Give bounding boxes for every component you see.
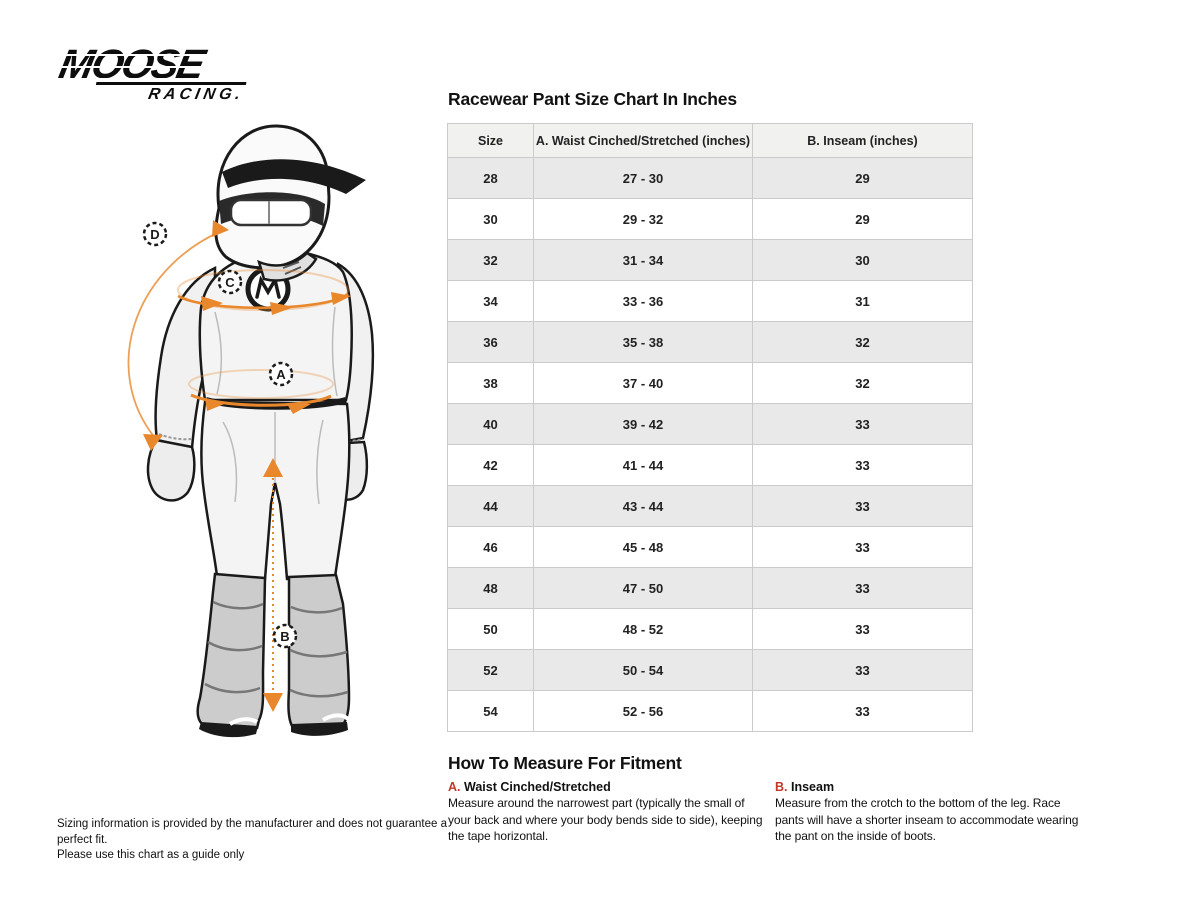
header-inseam: B. Inseam (inches) [753, 124, 973, 158]
howto-inseam-name: Inseam [790, 780, 835, 794]
table-cell: 33 [753, 445, 973, 486]
table-cell: 36 [448, 322, 534, 363]
table-row [448, 486, 973, 527]
table-cell: 29 [753, 158, 973, 199]
table-cell: 42 [448, 445, 534, 486]
right-boot-sole [291, 722, 348, 736]
marker-d-letter: D [150, 227, 160, 242]
table-cell: 32 [448, 240, 534, 281]
table-row [448, 691, 973, 732]
moose-racing-logo [52, 41, 254, 104]
inseam-arrowhead-bottom [263, 693, 283, 712]
table-cell: 32 [753, 322, 973, 363]
rider-left-glove [148, 440, 194, 500]
howto-inseam-letter: B. [775, 780, 788, 794]
table-cell: 41 - 44 [534, 445, 753, 486]
table-cell: 33 [753, 568, 973, 609]
table-row [448, 609, 973, 650]
table-cell: 33 [753, 691, 973, 732]
table-cell: 52 [448, 650, 534, 691]
table-cell: 54 [448, 691, 534, 732]
table-cell: 32 [753, 363, 973, 404]
helmet-goggle-lens [231, 200, 311, 225]
size-table [447, 123, 973, 732]
table-cell: 33 [753, 650, 973, 691]
table-cell: 29 [753, 199, 973, 240]
rider-left-boot [198, 574, 265, 732]
size-table-body [448, 158, 973, 732]
table-cell: 33 [753, 486, 973, 527]
logo-sub-text: RACING. [92, 82, 246, 104]
table-cell: 48 [448, 568, 534, 609]
how-to-measure-title: How To Measure For Fitment [448, 753, 682, 773]
table-row [448, 445, 973, 486]
table-row [448, 240, 973, 281]
table-cell: 33 [753, 609, 973, 650]
table-cell: 37 - 40 [534, 363, 753, 404]
howto-inseam-heading [775, 780, 1091, 794]
table-cell: 52 - 56 [534, 691, 753, 732]
table-cell: 50 [448, 609, 534, 650]
table-row [448, 322, 973, 363]
table-cell: 34 [448, 281, 534, 322]
disclaimer-line-2: Please use this chart as a guide only [57, 849, 245, 862]
sizing-disclaimer [57, 817, 457, 864]
marker-a-letter: A [276, 367, 286, 382]
table-row [448, 199, 973, 240]
table-row [448, 281, 973, 322]
howto-inseam-description: Measure from the crotch to the bottom of the leg. Race pants will have a shorter inseam to accommodate wearing the pant on the inside of boots. [775, 796, 1079, 844]
table-cell: 39 - 42 [534, 404, 753, 445]
marker-a [270, 363, 292, 385]
table-row [448, 404, 973, 445]
table-cell: 43 - 44 [534, 486, 753, 527]
howto-section-waist [448, 780, 766, 845]
header-waist: A. Waist Cinched/Stretched (inches) [534, 124, 753, 158]
table-cell: 38 [448, 363, 534, 404]
marker-b-letter: B [280, 629, 290, 644]
howto-waist-letter: A. [448, 780, 461, 794]
howto-section-inseam [775, 780, 1091, 845]
table-row [448, 527, 973, 568]
table-row [448, 363, 973, 404]
table-cell: 30 [753, 240, 973, 281]
table-row [448, 650, 973, 691]
howto-waist-heading [448, 780, 766, 794]
table-row [448, 158, 973, 199]
table-cell: 29 - 32 [534, 199, 753, 240]
marker-c-letter: C [225, 275, 235, 290]
logo-brand-text: MOOSE [56, 44, 254, 85]
header-size: Size [448, 124, 534, 158]
table-cell: 47 - 50 [534, 568, 753, 609]
table-cell: 33 [753, 527, 973, 568]
table-cell: 40 [448, 404, 534, 445]
table-row [448, 568, 973, 609]
table-cell: 31 [753, 281, 973, 322]
disclaimer-line-1: Sizing information is provided by the manufacturer and does not guarantee a perfect fit. [57, 818, 447, 846]
table-cell: 31 - 34 [534, 240, 753, 281]
table-cell: 45 - 48 [534, 527, 753, 568]
marker-b [274, 625, 296, 647]
marker-d [144, 223, 166, 245]
table-cell: 30 [448, 199, 534, 240]
howto-waist-name: Waist Cinched/Stretched [463, 780, 611, 794]
table-cell: 44 [448, 486, 534, 527]
table-cell: 46 [448, 527, 534, 568]
table-cell: 48 - 52 [534, 609, 753, 650]
table-cell: 50 - 54 [534, 650, 753, 691]
size-chart-title: Racewear Pant Size Chart In Inches [448, 89, 737, 109]
howto-waist-description: Measure around the narrowest part (typically the small of your back and where your body bends side to side), keeping the tape horizontal. [448, 796, 763, 844]
table-cell: 33 [753, 404, 973, 445]
marker-c [219, 271, 241, 293]
table-cell: 33 - 36 [534, 281, 753, 322]
table-header-row [448, 124, 973, 158]
table-cell: 35 - 38 [534, 322, 753, 363]
rider-measurement-figure [55, 112, 435, 784]
table-cell: 27 - 30 [534, 158, 753, 199]
table-cell: 28 [448, 158, 534, 199]
